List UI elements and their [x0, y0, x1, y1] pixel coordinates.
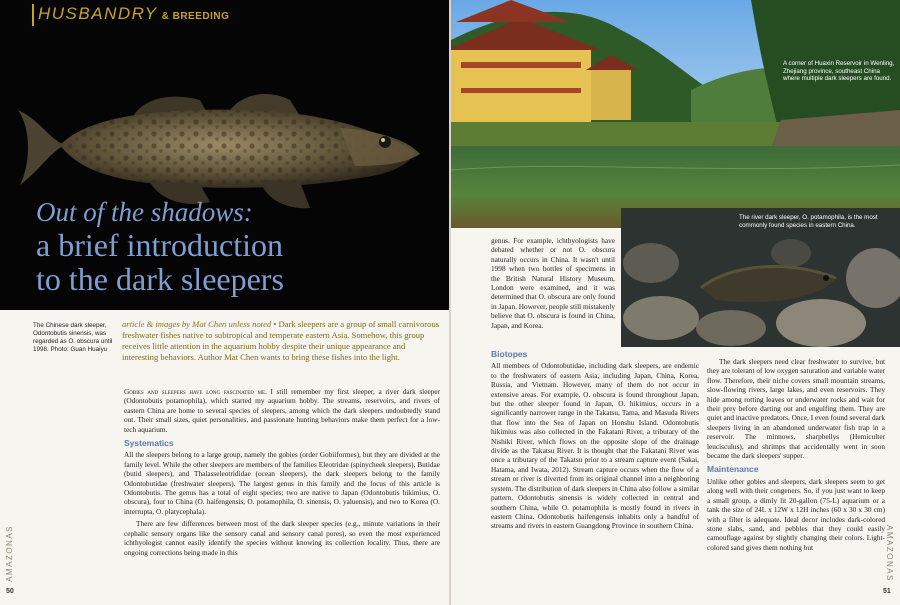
side-brand-right: AMAZONAS — [885, 525, 894, 582]
right-page — [451, 0, 900, 605]
hero-photo — [0, 0, 449, 310]
stones-caption: The river dark sleeper, O. potamophila, is the most commonly found species in eastern China. — [739, 214, 878, 229]
systematics-paragraph-1: All the sleepers belong to a large group, namely the gobies (order Gobiiformes), but they are divided at the family level. While the other sleepers are members of the families Eleotridae (spinycheek sleepers), Butidae (butid sleepers), and Thalasseleotrididae (ocean sleepers), the dark sleepers belong to the family Odontobutidae (freshwater sleepers). The largest genus in this family and the focus of this article is Odontobutis. The genus has a total of eight species; two are native to Japan (Odontobutis hikimius, O. obscura), four to China (O. haifengensis, O. potamophila, O. sinensis, O. yaluensis), and two to Korea (O. interrupta, O. platycephala). — [124, 450, 440, 516]
section-bar — [32, 4, 34, 26]
niche-paragraph: The dark sleepers need clear freshwater to survive, but they are tolerant of low oxygen saturation and variable water flow. Therefore, their niche covers small mountain streams, slow-flowing rivers, large lakes, and even reservoirs. They hide among rotting leaves or underwater rocks and wait for their prey before darting out and engulfing them. They are quiet and inactive predators. Once, I even found several dark sleepers living in an abandoned underwater fish trap in a reservoir. The minnows, sharpbellys (Hemiculter leucisculus), and shrimps that accidentally went in soon became the dark sleepers' supper. — [707, 357, 885, 461]
lede-paragraph: article & images by Mat Chen unless noted • Dark sleepers are a group of small carnivorous freshwater fishes native to subtropical and temperate eastern Asia. Somehow, this group receives little attention in the aquarium hobby despite their unique appearance and interesting behaviors. Author Mat Chen wants to bring these fishes into the light. — [122, 319, 440, 362]
side-brand-left: AMAZONAS — [5, 525, 14, 582]
heading-maintenance: Maintenance — [707, 464, 759, 475]
maintenance-paragraph: Unlike other gobies and sleepers, dark sleepers seem to get along well with their congeners. So, if you just want to keep a small group, a dimly lit 20-gallon (75-L) aquarium or a tank the size of 24L x 12W x 12H inches (60 x 30 x 30 cm) with a filter is adequate. Ideal decor includes dark-colored stone slabs, sand, and pebbles that they could easily camouflage against by slightly changing their colors. Light-colored sand gives them nothing but — [707, 476, 885, 552]
byline: article & images by Mat Chen unless noted — [122, 319, 272, 329]
right-column-1 — [491, 350, 699, 534]
section-title: HUSBANDRY — [38, 4, 158, 23]
article-title — [36, 196, 284, 296]
biotopes-paragraph: All members of Odontobutidae, including dark sleepers, are endemic to the freshwaters of eastern Asia, including Japan, China, Korea, Russia, and Vietnam. However, many of them do not occur in extensive areas. For example, O. obscura is found throughout Japan, but the other sleeper found in Japan, O. hikimius, occurs in a significantly narrower range in the Takatsu, Tama, and Masuda Rivers that flow into the Sea of Japan on Honshu Island. Odontobutis hikimius was also collected in the Fakatani River, a tributary of the Nishiki River, which flows on the opposite slope of the drainage divide as the Takatsu River. It is thought that the Fakatani River was once a tributary of the Takatsu prior to a stream capture event (Sakai, Hatama, and Iwata, 2012). Stream capture occurs when the flow of a stream or river is diverted from its original channel into a neighboring system. The distribution of dark sleepers in China also follow a similar pattern. Odontobutis sinensis is widely collected in central and southern China, while O. potamophila is mostly found in rivers in eastern China. Odontobutis haifengensis inhabits only a handful of streams and rivers in eastern Guangdong Province in southern China. — [491, 361, 699, 531]
lede-text: Dark sleepers are a group of small carnivorous freshwater fishes native to subtropical and temperate eastern Asia. Somehow, this group receives little attention in the aquarium hobby despite their unique appearance and interesting behaviors. Author Mat Chen wants to bring these fishes into the light. — [122, 319, 440, 362]
intro-lead: Gobies and sleepers have long fascinated me. — [124, 387, 267, 396]
intro-paragraph — [124, 387, 440, 434]
heading-biotopes: Biotopes — [491, 349, 528, 359]
left-body — [124, 387, 440, 560]
reservoir-photo — [451, 0, 900, 228]
heading-systematics: Systematics — [124, 438, 174, 449]
photo-caption: The Chinese dark sleeper, Odontobutis sinensis, was regarded as O. obscura until 1998. Photo: Guan Huaiyu — [33, 322, 113, 353]
section-subtitle: & BREEDING — [161, 11, 230, 22]
left-page — [0, 0, 449, 605]
right-column-1-top: genus. For example, ichthyologists have debated whether or not O. obscura naturally occurs in China. It wasn't until 1998 when two bottles of specimens in the British Natural History Museum, London were examined, and it was determined that O. obscura are only found in Japan. However, people still mistakenly believe that O. obscura is found in China, Japan, and Korea. — [491, 236, 615, 330]
reservoir-caption: A corner of Huaxin Reservoir in Wenling, Zhejiang province, southeast China where multiple dark sleepers are found. — [783, 60, 895, 83]
intro-text: I still remember my first sleeper, a river dark sleeper (Odontobutis potamophila), which started my aquarium hobby. The streams, reservoirs, and rivers of eastern China are home to several species of sleepers, among which the dark sleepers undoubtedly stand out. Their small sizes, quiet personalities, and passionate hunting behaviors make them perfect for a low-tech aquarium. — [124, 387, 441, 434]
systematics-paragraph-2: There are few differences between most of the dark sleeper species (e.g., minute variations in their cephalic sensory organs like the sensory canal and sensory canal pores), so even the most experienced ichthyologist cannot easily identify the species without knowing its collection locality. Thus, there are ongoing corrections being made in this — [124, 519, 440, 557]
section-header — [38, 4, 229, 24]
title-line-2: to the dark sleepers — [36, 261, 284, 297]
right-column-2 — [707, 357, 885, 555]
title-line-1: a brief introduction — [36, 227, 284, 263]
page-number-left: 50 — [6, 588, 14, 595]
page-number-right: 51 — [883, 588, 891, 595]
title-kicker: Out of the shadows: — [36, 197, 253, 227]
